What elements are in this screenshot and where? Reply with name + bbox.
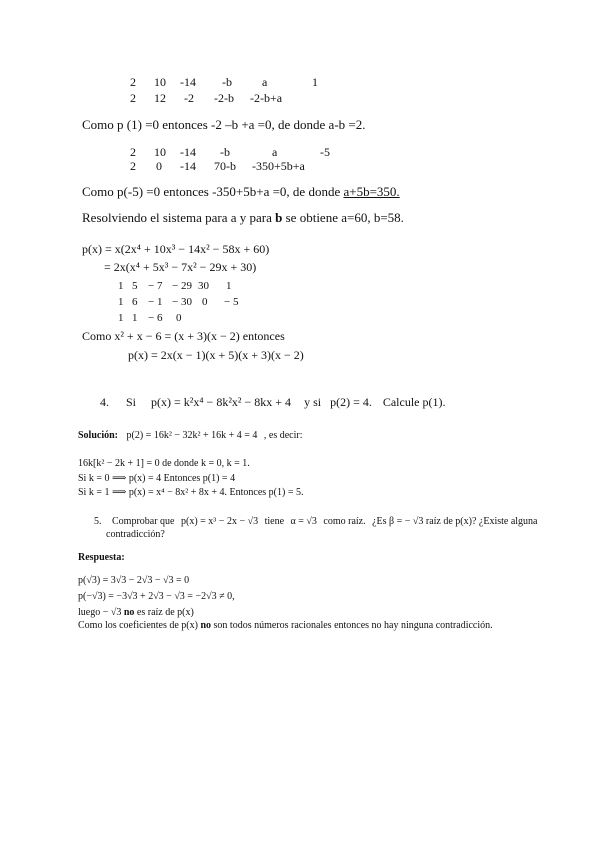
problem-text: Comprobar que (112, 516, 175, 527)
solution-line-3: Si k = 1 ⟹ p(x) = x⁴ − 8x² + 8x + 4. Entonces p(1) = 5. (78, 487, 304, 498)
answer-line-1: p(√3) = 3√3 − 2√3 − √3 = 0 (78, 575, 190, 586)
text-p1-condition: Como p (1) =0 entonces -2 –b +a =0, de donde a-b =2. (82, 117, 366, 132)
answer-text: luego − √3 (78, 607, 124, 618)
factor-statement: Como x² + x − 6 = (x + 3)(x − 2) entonces (82, 329, 285, 343)
coef-cell: -14 (180, 75, 196, 89)
final-factorization: p(x) = 2x(x − 1)(x + 5)(x + 3)(x − 2) (128, 348, 304, 362)
answer-line-4 (78, 621, 493, 631)
problem-polynomial: p(x) = x³ − 2x − √3 (181, 516, 259, 527)
result-cell: -350+5b+a (252, 159, 305, 173)
coef-cell: − 1 (148, 296, 163, 308)
problem-4 (100, 396, 446, 408)
result-cell: -2-b+a (250, 91, 283, 105)
problem-condition: p(2) = 4. (330, 395, 372, 409)
coef-cell: 0 (202, 296, 208, 308)
coef-cell: a (262, 75, 268, 89)
answer-text: es raíz de p(x) (134, 607, 194, 618)
solve-result: se obtiene a=60, b=58. (282, 210, 404, 225)
polynomial-expansion: p(x) = x(2x⁴ + 10x³ − 14x² − 58x + 60) (82, 242, 270, 256)
answer-emphasis: no (123, 607, 135, 618)
solution-line-1: 16k[k² − 2k + 1] = 0 de donde k = 0, k = 1. (78, 458, 250, 469)
coef-cell: 10 (154, 75, 166, 89)
root-cell: 1 (226, 280, 232, 292)
root-cell: -5 (320, 145, 330, 159)
coef-cell: 10 (154, 145, 166, 159)
solve-text: Resolviendo el sistema para a y para (82, 210, 276, 225)
problem-question: ¿Es β = − √3 raíz de p(x)? ¿Existe alguna (372, 516, 538, 527)
problem-question: Calcule p(1). (382, 395, 446, 409)
problem-polynomial: p(x) = k²x⁴ − 8k²x² − 8kx + 4 (151, 395, 292, 409)
coef-cell: -b (222, 75, 232, 89)
problem-text: como raíz. (323, 516, 366, 527)
problem-text: y si (304, 395, 322, 409)
problem-root: α = √3 (290, 516, 317, 527)
coef-cell: 6 (132, 296, 138, 308)
solution-line-2: Si k = 0 ⟹ p(x) = 4 Entonces p(1) = 4 (78, 473, 236, 484)
problem-text: Si (126, 395, 137, 409)
polynomial-factored: = 2x(x⁴ + 5x³ − 7x² − 29x + 30) (104, 260, 257, 274)
problem-5-line-1 (94, 517, 538, 527)
answer-line-2: p(−√3) = −3√3 + 2√3 − √3 = −2√3 ≠ 0, (78, 591, 235, 602)
result-cell: -14 (180, 159, 196, 173)
solution-tail: , es decir: (263, 430, 303, 441)
coef-cell: a (272, 145, 278, 159)
answer-line-3 (78, 608, 194, 618)
coef-cell: 30 (198, 280, 209, 292)
coef-cell: − 6 (148, 312, 163, 324)
solution-label: Solución: (78, 430, 119, 441)
coef-cell: -b (220, 145, 230, 159)
problem-5-line-2: contradicción? (106, 529, 165, 540)
condition-text: Como p(-5) =0 entonces -350+5b+a =0, de donde (82, 184, 344, 199)
coef-cell: 1 (118, 296, 124, 308)
coef-cell: − 30 (172, 296, 192, 308)
answer-label: Respuesta: (78, 552, 125, 563)
coef-cell: -14 (180, 145, 196, 159)
answer-text: son todos números racionales entonces no hay ninguna contradicción. (211, 620, 493, 631)
condition-result: a+5b=350. (343, 184, 400, 199)
problem-number: 4. (100, 395, 109, 409)
coef-cell: 5 (132, 280, 138, 292)
result-cell: 70-b (214, 159, 236, 173)
coef-cell: 2 (130, 75, 136, 89)
coef-cell: 1 (132, 312, 138, 324)
coef-cell: 1 (118, 280, 124, 292)
coef-cell: 2 (130, 145, 136, 159)
solve-var-b: b (275, 210, 283, 225)
problem-number: 5. (94, 516, 102, 527)
coef-cell: 0 (176, 312, 182, 324)
solution-equation: p(2) = 16k² − 32k² + 16k + 4 = 4 (126, 430, 258, 441)
coef-cell: − 29 (172, 280, 192, 292)
result-cell: 12 (154, 91, 166, 105)
answer-text: Como los coeficientes de p(x) (78, 620, 201, 631)
solution-header (78, 431, 302, 441)
problem-text: tiene (264, 516, 285, 527)
root-cell: − 5 (224, 296, 239, 308)
text-solve-system (82, 211, 404, 224)
coef-cell: 1 (118, 312, 124, 324)
result-cell: 2 (130, 91, 136, 105)
result-cell: 2 (130, 159, 136, 173)
coef-cell: − 7 (148, 280, 163, 292)
root-cell: 1 (312, 75, 318, 89)
result-cell: -2-b (214, 91, 234, 105)
answer-emphasis: no (200, 620, 212, 631)
result-cell: 0 (156, 159, 162, 173)
text-p-minus5-condition (82, 185, 400, 198)
result-cell: -2 (184, 91, 194, 105)
